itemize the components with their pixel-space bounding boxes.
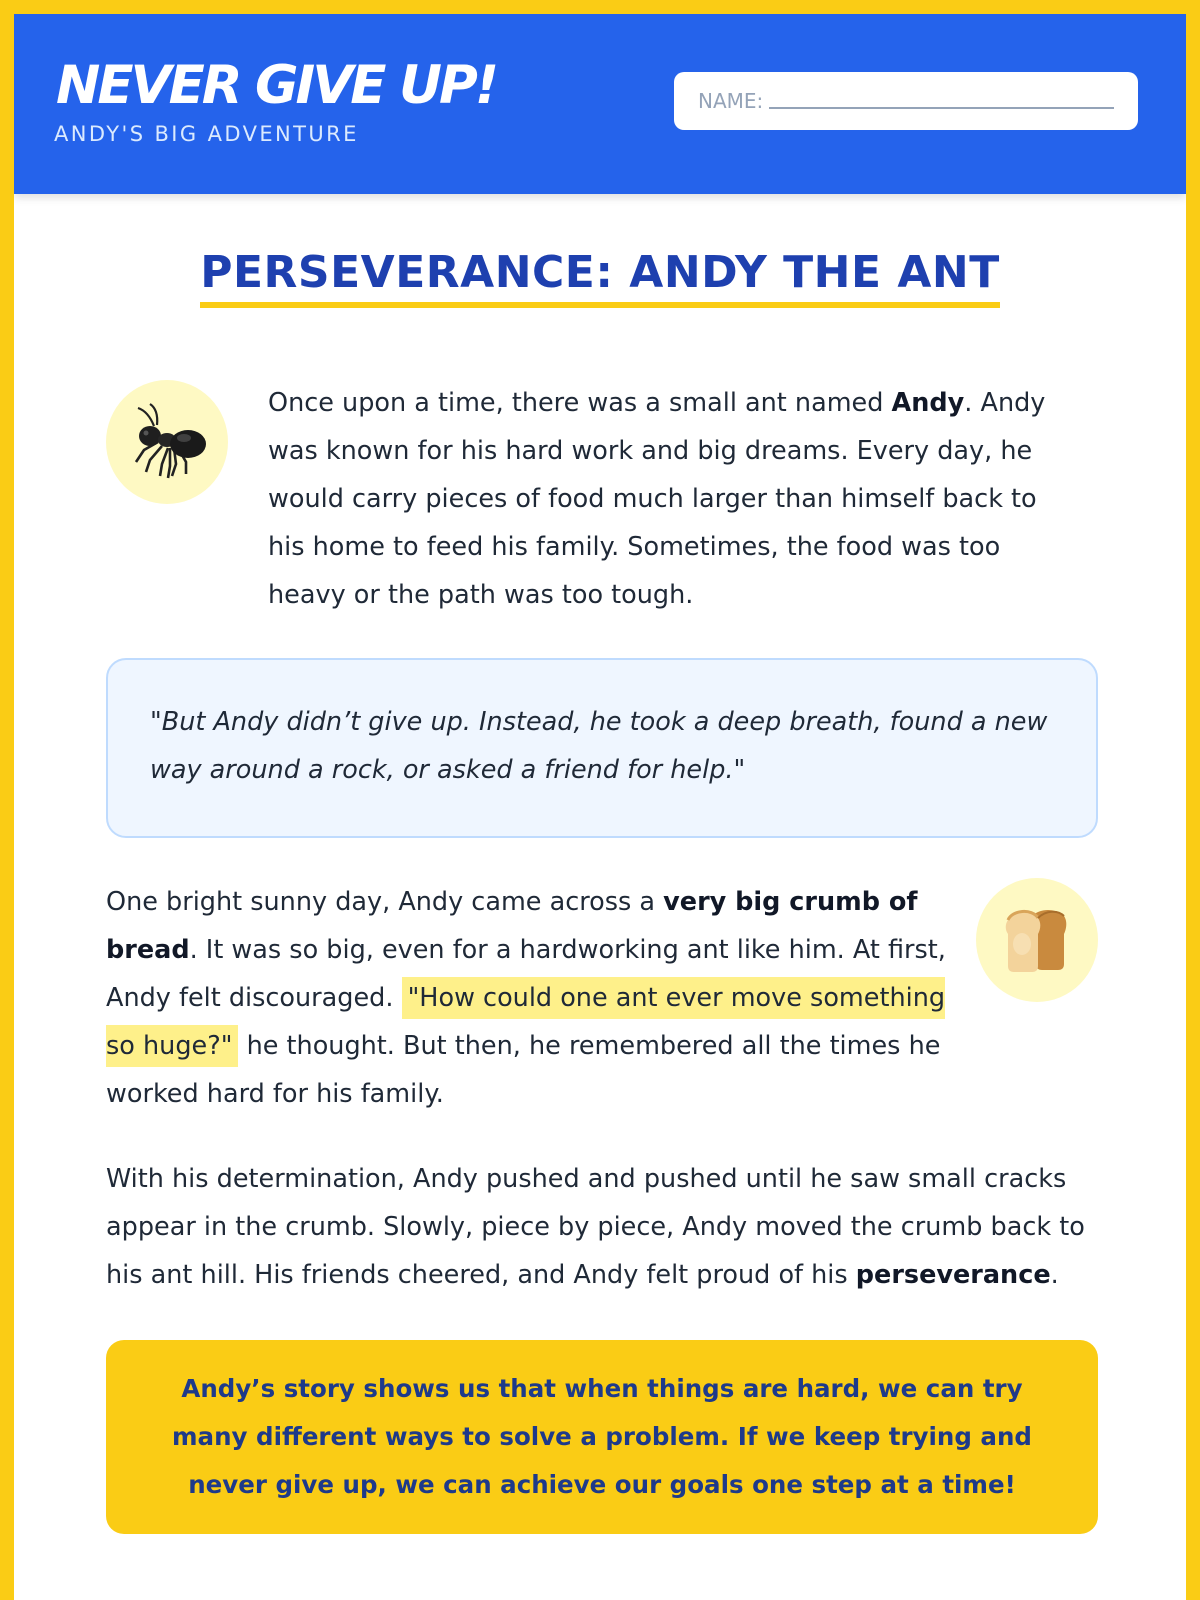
story-text: he thought. But then, he remembered all the times he worked hard for his family.: [106, 1031, 941, 1109]
story-text: . It was so big, even for a hardworking ant like him. At first, Andy felt discouraged.: [106, 935, 946, 1013]
ant-badge: [106, 380, 228, 504]
story-bold-word: perseverance: [855, 1260, 1051, 1290]
story-text: With his determination, Andy pushed and pushed until he saw small cracks appear in the crumb. Slowly, piece by piece, Andy moved the crumb back to his ant hill. His friends cheered, and Andy felt proud of his: [106, 1164, 1085, 1290]
story-text: Once upon a time, there was a small ant named: [268, 388, 892, 418]
story-bold-phrase: very big crumb of bread: [106, 887, 918, 965]
name-field[interactable]: [674, 72, 1138, 130]
header-banner: [14, 14, 1186, 194]
bread-icon: [976, 878, 1098, 1002]
story-paragraph-3: [106, 1155, 1106, 1299]
ant-icon: [106, 380, 228, 504]
story-paragraph-1: [268, 379, 1076, 619]
header-title: NEVER GIVE UP!: [56, 55, 496, 116]
quote-text: "But Andy didn’t give up. Instead, he took a deep breath, found a new way around a rock, or asked a friend for help.": [150, 707, 1048, 785]
story-name-bold: Andy: [891, 388, 965, 418]
highlighted-thought: "How could one ant ever move something so huge?": [106, 977, 945, 1067]
moral-text: Andy’s story shows us that when things are hard, we can try many different ways to solve a problem. If we keep trying and never give up, we can achieve our goals one step at a time!: [172, 1374, 1032, 1499]
story-text: One bright sunny day, Andy came across a: [106, 887, 664, 917]
quote-box: [106, 658, 1098, 838]
story-text: . Andy was known for his hard work and big dreams. Every day, he would carry pieces of food much larger than himself back to his home to feed his family. Sometimes, the food was too heavy or the path was too tough.: [268, 388, 1046, 610]
page-title-wrapper: [14, 246, 1186, 308]
worksheet-page: [14, 14, 1186, 1600]
story-paragraph-2: [106, 878, 946, 1118]
header-subtitle: ANDY'S BIG ADVENTURE: [54, 122, 359, 146]
page-title: PERSEVERANCE: ANDY THE ANT: [200, 246, 1000, 308]
name-label: NAME:: [698, 89, 764, 113]
moral-box: [106, 1340, 1098, 1534]
bread-badge: [976, 878, 1098, 1002]
name-blank-line[interactable]: [769, 107, 1114, 109]
story-text: .: [1050, 1260, 1059, 1290]
